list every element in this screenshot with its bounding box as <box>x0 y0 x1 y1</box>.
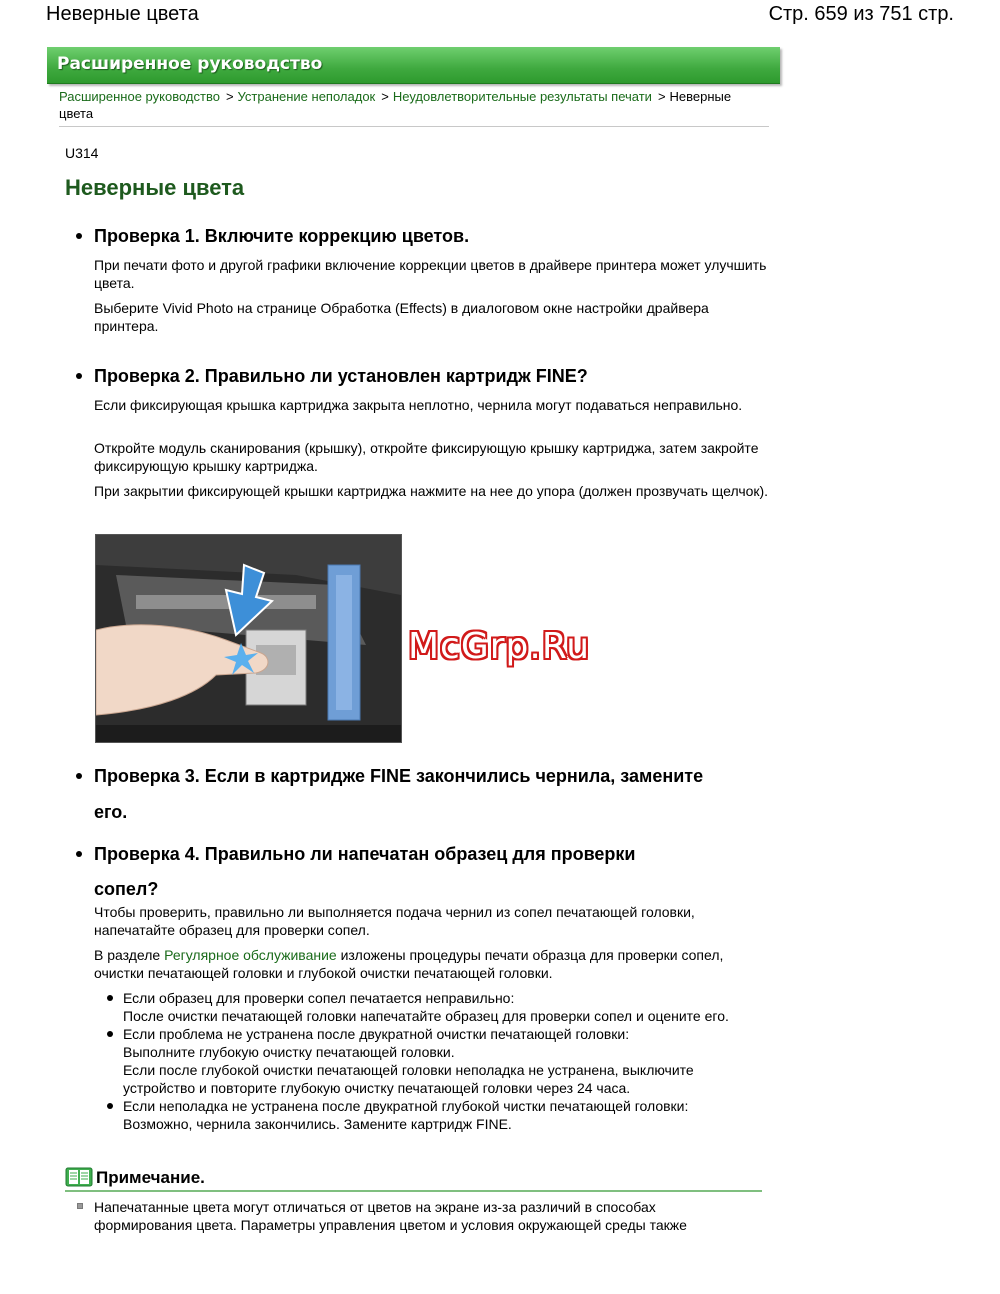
check-3-heading: Проверка 3. Если в картридже FINE закончились чернила, замените <box>94 758 703 794</box>
list-item <box>123 1097 763 1133</box>
watermark: McGrp.Ru <box>408 626 591 667</box>
page-counter: Стр. 659 из 751 стр. <box>768 3 954 25</box>
check-4-paragraph-2 <box>94 946 774 982</box>
list-item-text: Возможно, чернила закончились. Замените картридж FINE. <box>123 1116 512 1132</box>
list-item-title: Если неполадка не устранена после двукратной глубокой чистки печатающей головки: <box>123 1098 689 1114</box>
breadcrumb-link-guide[interactable]: Расширенное руководство <box>59 89 220 104</box>
check-4-paragraph-1: Чтобы проверить, правильно ли выполняется подача чернил из сопел печатающей головки, напечатайте образец для проверки сопел. <box>94 904 695 938</box>
check-4-heading-continuation: сопел? <box>94 879 159 899</box>
note-header <box>65 1166 762 1192</box>
document-code: U314 <box>65 145 99 161</box>
check-2-paragraph-2: Откройте модуль сканирования (крышку), откройте фиксирующую крышку картриджа, затем закройте фиксирующую крышку картриджа. <box>94 440 759 474</box>
paragraph-prefix: В разделе <box>94 947 161 963</box>
breadcrumb-separator: > <box>657 89 666 104</box>
document-title: Неверные цвета <box>46 3 199 25</box>
breadcrumb-divider <box>59 126 769 127</box>
breadcrumb-separator: > <box>381 89 389 104</box>
note-text: Напечатанные цвета могут отличаться от цветов на экране из-за различий в способах формирования цвета. Параметры управления цветом и условия окружающей среды также <box>94 1199 687 1233</box>
check-2-paragraph-3: При закрытии фиксирующей крышки картриджа нажмите на нее до упора (должен прозвучать щелчок). <box>94 483 769 499</box>
list-item-title: Если проблема не устранена после двукратной очистки печатающей головки: <box>123 1026 630 1042</box>
note-title: Примечание. <box>96 1168 205 1187</box>
paragraph-suffix: изложены процедуры печати образца для проверки сопел, очистки печатающей головки и глубокой очистки печатающей головки. <box>94 947 724 981</box>
check-1-paragraph-1: При печати фото и другой графики включение коррекции цветов в драйвере принтера может улучшить цвета. <box>94 257 767 291</box>
breadcrumb-link-troubleshooting[interactable]: Устранение неполадок <box>237 89 376 104</box>
list-item-text: Выполните глубокую очистку печатающей головки. <box>123 1044 455 1060</box>
note-bullet <box>77 1203 83 1209</box>
section-banner <box>47 47 780 84</box>
breadcrumb-link-print-results[interactable]: Неудовлетворительные результаты печати <box>392 89 652 104</box>
breadcrumb <box>59 88 764 122</box>
maintenance-link[interactable]: Регулярное обслуживание <box>164 947 337 963</box>
page-title: Неверные цвета <box>65 175 245 200</box>
list-item-title: Если образец для проверки сопел печатается неправильно: <box>123 990 515 1006</box>
check-2-paragraph-1: Если фиксирующая крышка картриджа закрыта неплотно, чернила могут подаваться неправильно. <box>94 397 743 413</box>
check-1-heading: Проверка 1. Включите коррекцию цветов. <box>94 218 469 254</box>
check-1-paragraph-2: Выберите Vivid Photo на странице Обработка (Effects) в диалоговом окне настройки драйвера принтера. <box>94 300 709 334</box>
book-icon <box>65 1166 93 1188</box>
breadcrumb-separator: > <box>225 89 234 104</box>
breadcrumb-current: Неверные цвета <box>59 89 732 121</box>
list-item <box>123 1025 763 1097</box>
page-header <box>0 0 1000 30</box>
list-item-text: Если после глубокой очистки печатающей головки неполадка не устранена, выключите устройство и повторите глубокую очистку печатающей головки через 24 часа. <box>123 1062 694 1096</box>
banner-label: Расширенное руководство <box>57 54 323 74</box>
cartridge-cover-photo <box>95 534 402 743</box>
list-item-text: После очистки печатающей головки напечатайте образец для проверки сопел и оцените его. <box>123 1008 729 1024</box>
check-4-heading: Проверка 4. Правильно ли напечатан образец для проверки <box>94 836 635 872</box>
check-2-heading: Проверка 2. Правильно ли установлен картридж FINE? <box>94 358 588 394</box>
nozzle-check-list <box>123 989 763 1133</box>
check-3-heading-continuation: его. <box>94 802 128 822</box>
list-item <box>123 989 763 1025</box>
